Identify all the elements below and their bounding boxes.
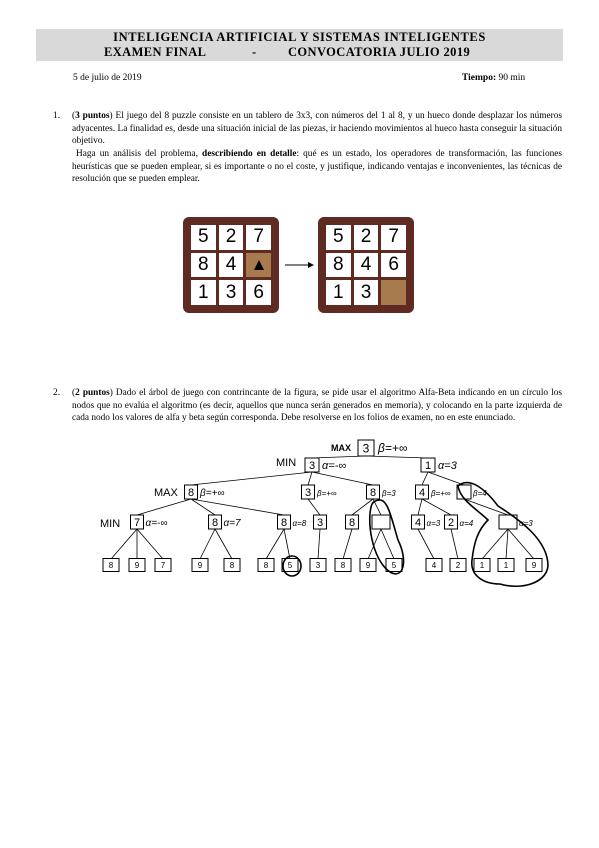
tree-leaf-value: 1 — [503, 560, 509, 570]
time-label: Tiempo: — [462, 73, 497, 83]
tree-leaf-value: 5 — [287, 560, 293, 570]
question-1-text: (3 puntos) El juego del 8 puzzle consiste en un tablero de 3x3, con números del 1 al 8, y un hueco donde desplazar los números adyacentes. La finalidad es, desde una situación inicial de las piezas, ir haciendo movimientos al hueco hasta conseguir la situación objetivo. — [72, 111, 563, 147]
exam-date: 5 de julio de 2019 — [73, 73, 142, 83]
tree-edge — [137, 529, 163, 559]
puzzle-goal-tile: 7 — [381, 225, 406, 250]
tree-max-note: β=+∞ — [317, 489, 337, 498]
tree-max-note: β=+∞ — [200, 488, 225, 499]
question-1-task-a: Haga un análisis del problema, — [76, 149, 198, 159]
tree-min-leaf-parent-value: 4 — [414, 516, 422, 529]
tree-edge — [368, 529, 381, 559]
question-2-points: 2 puntos — [75, 388, 110, 398]
tree-max-node-value: 8 — [369, 486, 377, 499]
time-value: 90 min — [498, 73, 526, 83]
tree-min-leaf-parent-value: 8 — [280, 516, 288, 529]
tree-leaf-value: 4 — [431, 560, 437, 570]
tree-edge — [200, 529, 215, 559]
tree-level-label: MAX — [154, 487, 178, 499]
puzzle-start-tile: 4 — [219, 253, 244, 278]
tree-leaf-value: 9 — [365, 560, 371, 570]
question-1-number: 1. — [53, 111, 61, 121]
puzzle-start-tile: 2 — [219, 225, 244, 250]
tree-min-node-value: 3 — [308, 459, 316, 472]
tree-edge — [284, 529, 290, 559]
tree-min-leaf-parent — [372, 515, 390, 529]
tree-edge — [318, 529, 320, 559]
tree-max-node-value: 4 — [418, 486, 426, 499]
tree-min-leaf-parent-value: 2 — [447, 516, 455, 529]
tree-edge — [422, 472, 428, 485]
tree-leaf-value: 3 — [315, 560, 321, 570]
puzzle-goal-tile: 5 — [326, 225, 351, 250]
puzzle-start-tile: 6 — [246, 280, 271, 305]
tree-edge — [418, 529, 434, 559]
tree-max-note: β=3 — [382, 489, 396, 498]
header-dash: - — [252, 45, 257, 59]
tree-leaf-value: 7 — [160, 560, 166, 570]
tree-min-leaf-note: α=4 — [459, 519, 474, 528]
tree-edge — [308, 472, 312, 485]
tree-leaf-value: 8 — [108, 560, 114, 570]
puzzle-goal-tile: 4 — [354, 253, 379, 278]
puzzle-goal-tile: 2 — [354, 225, 379, 250]
question-1-task-c: : qué es un estado, los operadores de transformación, las funciones heurísticas que se pueden emplear, si es importante o no el coste, y justifique, indicando ventajas e inconvenientes, las técnicas de resolución que se pueden emplear. — [72, 149, 562, 185]
puzzle-start-tile: 1 — [191, 280, 216, 305]
tree-level-label: MIN — [100, 518, 121, 530]
tree-min-node-value: 1 — [424, 459, 432, 472]
tree-edge — [482, 529, 508, 559]
question-1-points: 3 puntos — [75, 111, 110, 121]
puzzle-start-tile: 8 — [191, 253, 216, 278]
question-1-task-emphasis: describiendo en detalle — [202, 149, 297, 159]
puzzle-goal-tile: 3 — [354, 280, 379, 305]
puzzle-goal-tile: 1 — [326, 280, 351, 305]
tree-edge — [422, 499, 451, 515]
tree-min-leaf-parent-value: 3 — [316, 516, 324, 529]
tree-edge — [191, 472, 312, 485]
tree-min-leaf-parent-value: 8 — [348, 516, 356, 529]
question-2-number: 2. — [53, 388, 61, 398]
tree-min-note: α=-∞ — [322, 460, 347, 472]
tree-min-leaf-note: α=8 — [292, 519, 307, 528]
question-2-text: (2 puntos) Dado el árbol de juego con contrincante de la figura, se pide usar el algoritmo Alfa-Beta indicando en un círculo los nodos que no evalúa el algoritmo (es decir, aquellos que nunca serán generados en memoria), y colocando en la parte izquierda de cada nodo los valores de alfa y beta según corresponda. Debe resolverse en los folios de examen, no en este enunciado. — [72, 388, 562, 424]
tree-edge — [111, 529, 137, 559]
puzzle-goal-tile: 8 — [326, 253, 351, 278]
course-title: INTELIGENCIA ARTIFICIAL Y SISTEMAS INTELIGENTES — [113, 30, 486, 44]
tree-min-leaf-note: α=-∞ — [145, 518, 168, 529]
tree-edge — [506, 529, 508, 559]
tree-leaf-value: 8 — [229, 560, 235, 570]
tree-min-leaf-parent-value: 7 — [133, 516, 141, 529]
tree-edge — [343, 529, 352, 559]
tree-edge — [508, 529, 534, 559]
tree-leaf-value: 8 — [340, 560, 346, 570]
tree-max-node-value: 8 — [187, 486, 195, 499]
tree-leaf-value: 8 — [263, 560, 269, 570]
puzzle-goal-tile: 6 — [381, 253, 406, 278]
puzzle-start-tile: 3 — [219, 280, 244, 305]
tree-min-leaf-note: α=7 — [223, 518, 241, 529]
puzzle-start-tile: 7 — [246, 225, 271, 250]
question-1-statement: El juego del 8 puzzle consiste en un tablero de 3x3, con números del 1 al 8, y un hueco donde desplazar los números adyacentes. La finalidad es, desde una situación inicial de las piezas, ir haciendo movimientos al hueco hasta conseguir la situación objetivo. — [72, 111, 563, 147]
tree-level-label: MAX — [331, 443, 351, 453]
tree-edge — [451, 529, 458, 559]
tree-edge — [137, 499, 191, 515]
tree-edge — [266, 529, 284, 559]
tree-edge — [381, 529, 394, 559]
tree-level-label: MIN — [276, 457, 297, 469]
tree-edge — [428, 472, 464, 485]
question-2-statement: Dado el árbol de juego con contrincante de la figura, se pide usar el algoritmo Alfa-Beta indicando en un círculo los nodos que no evalúa el algoritmo (es decir, aquellos que nunca serán generados en memoria), y colocando en la parte izquierda de cada nodo los valores de alfa y beta según corresponda. Debe resolverse en los folios de examen, no en este enunciado. — [72, 388, 562, 424]
puzzle-start-tile: 5 — [191, 225, 216, 250]
tree-leaf-value: 9 — [531, 560, 537, 570]
tree-edge — [191, 499, 284, 515]
tree-edge — [215, 529, 232, 559]
tree-max-note: β=+∞ — [431, 489, 451, 498]
tree-min-leaf-parent-value: 8 — [211, 516, 219, 529]
tree-max-node-value: 3 — [304, 486, 312, 499]
tree-root-note: β=+∞ — [378, 441, 408, 455]
tree-min-leaf-note: α=3 — [426, 519, 441, 528]
exam-type: EXAMEN FINAL — [104, 45, 207, 59]
tree-root-node-value: 3 — [362, 441, 370, 456]
tree-edge — [418, 499, 422, 515]
exam-session: CONVOCATORIA JULIO 2019 — [288, 45, 471, 59]
tree-edge — [308, 499, 320, 515]
tree-edge — [464, 499, 508, 515]
tree-leaf-value: 9 — [197, 560, 203, 570]
tree-max-note: β=4 — [473, 489, 487, 498]
tree-min-note: α=3 — [438, 460, 457, 472]
tree-leaf-value: 1 — [479, 560, 485, 570]
tree-leaf-value: 2 — [455, 560, 461, 570]
tree-edge — [312, 472, 373, 485]
tree-leaf-value: 9 — [134, 560, 140, 570]
tree-min-leaf-note: α=3 — [519, 519, 533, 528]
tree-edge — [366, 456, 428, 458]
tree-leaf-value: 5 — [391, 560, 397, 570]
